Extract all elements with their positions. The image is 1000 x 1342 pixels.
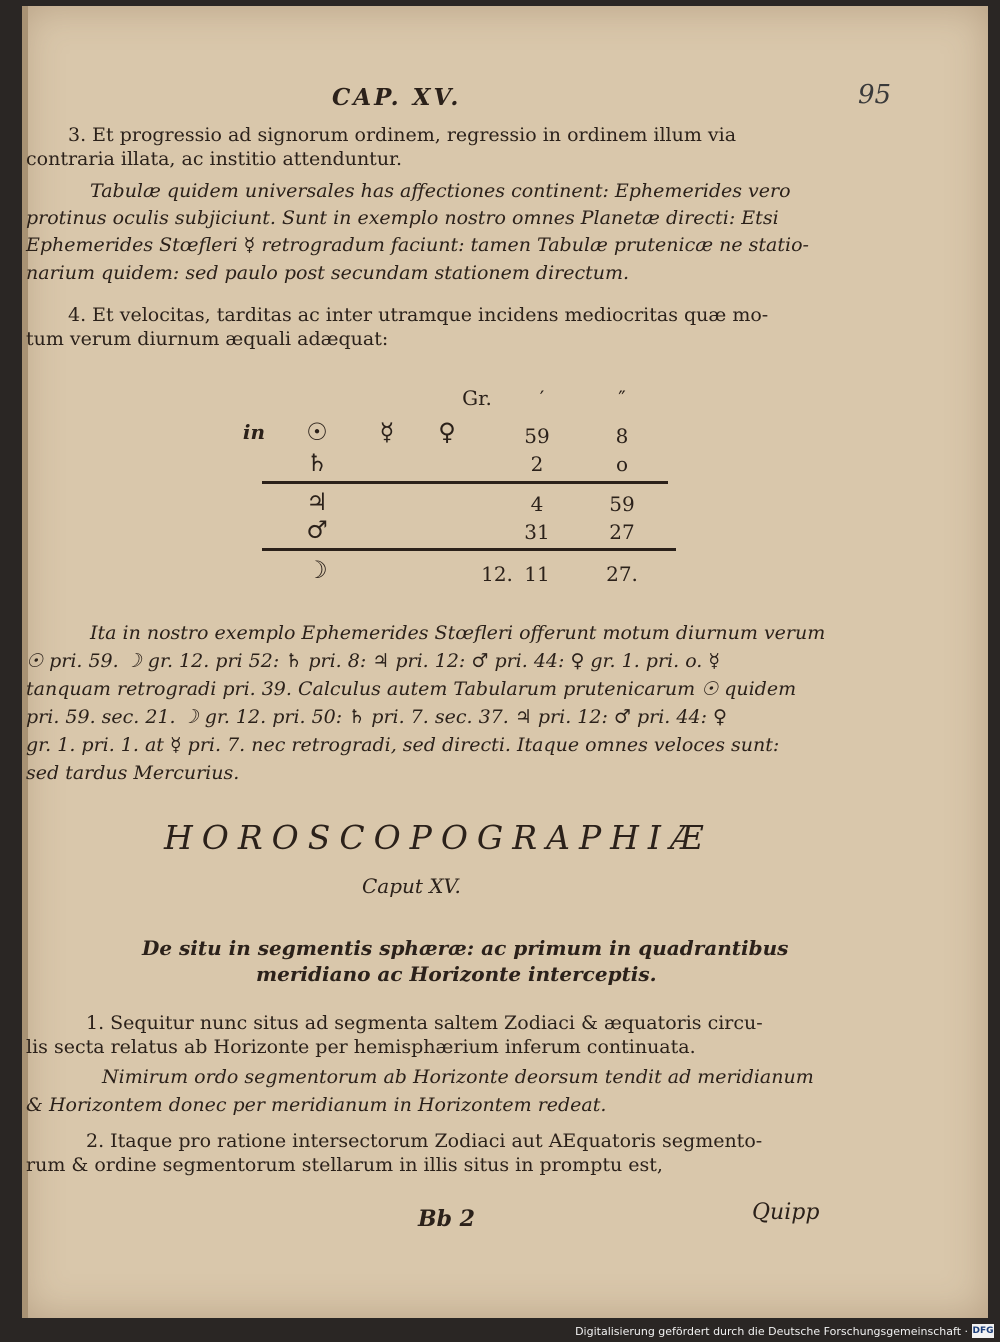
sun-symbol: ☉ bbox=[306, 418, 328, 446]
header-sec: ″ bbox=[618, 386, 626, 410]
venus-symbol: ♀ bbox=[438, 418, 456, 446]
saturn-symbol: ♄ bbox=[306, 449, 328, 477]
row1-min: 2 bbox=[530, 452, 544, 476]
para3-line2: contraria illata, ac institio attenduntur. bbox=[26, 148, 403, 170]
mercury-symbol: ☿ bbox=[379, 418, 395, 446]
row0-sec: 8 bbox=[615, 424, 629, 448]
table-rule-1 bbox=[262, 481, 668, 484]
row4-sec: 27. bbox=[606, 562, 638, 586]
dfg-credit: Digitalisierung gefördert durch die Deutsche Forschungsgemeinschaft · bbox=[575, 1325, 968, 1338]
italic3-line1: Nimirum ordo segmentorum ab Horizonte deorsum tendit ad meridianum bbox=[102, 1066, 814, 1088]
caput-label: Caput XV. bbox=[362, 874, 461, 898]
italic2-line5: gr. 1. pri. 1. at ☿ pri. 7. nec retrogradi, sed directi. Itaque omnes veloces sunt: bbox=[26, 734, 780, 756]
para2-line2: rum & ordine segmentorum stellarum in illis situs in promptu est, bbox=[26, 1154, 663, 1176]
moon-symbol: ☽ bbox=[306, 556, 328, 584]
dfg-logo: DFG bbox=[972, 1326, 994, 1336]
table-rule-2 bbox=[262, 548, 676, 551]
chapter-header: CAP. XV. bbox=[332, 84, 462, 111]
italic2-line6: sed tardus Mercurius. bbox=[26, 762, 240, 784]
book-page bbox=[22, 6, 988, 1318]
italic2-line3: tanquam retrogradi pri. 39. Calculus autem Tabularum prutenicarum ☉ quidem bbox=[26, 678, 797, 700]
section-subtitle-1: De situ in segmentis sphæræ: ac primum in quadrantibus bbox=[142, 936, 789, 960]
para4-line2: tum verum diurnum æquali adæquat: bbox=[26, 328, 389, 350]
para1-line1: 1. Sequitur nunc situs ad segmenta saltem Zodiaci & æquatoris circu- bbox=[86, 1012, 763, 1034]
signature-mark: Bb 2 bbox=[418, 1206, 475, 1232]
para2-line1: 2. Itaque pro ratione intersectorum Zodiaci aut AEquatoris segmento- bbox=[86, 1130, 763, 1152]
header-gr: Gr. bbox=[462, 386, 492, 410]
italic1-line3: Ephemerides Stœfleri ☿ retrogradum faciunt: tamen Tabulæ prutenicæ ne statio- bbox=[26, 234, 809, 256]
italic1-line4: narium quidem: sed paulo post secundam stationem directum. bbox=[26, 262, 630, 284]
italic1-line2: protinus oculis subjiciunt. Sunt in exemplo nostro omnes Planetæ directi: Etsi bbox=[26, 207, 779, 229]
para4-line1: 4. Et velocitas, tarditas ac inter utramque incidens mediocritas quæ mo- bbox=[68, 304, 769, 326]
section-subtitle-2: meridiano ac Horizonte interceptis. bbox=[256, 962, 657, 986]
page-number: 95 bbox=[858, 80, 892, 110]
row3-min: 31 bbox=[524, 520, 550, 544]
row2-sec: 59 bbox=[609, 492, 635, 516]
row2-min: 4 bbox=[530, 492, 544, 516]
row3-sec: 27 bbox=[609, 520, 635, 544]
para1-line2: lis secta relatus ab Horizonte per hemisphærium inferum continuata. bbox=[26, 1036, 696, 1058]
row1-sec: o bbox=[615, 452, 629, 476]
header-min: ′ bbox=[539, 386, 545, 410]
mars-symbol: ♂ bbox=[306, 516, 328, 544]
italic3-line2: & Horizontem donec per meridianum in Horizontem redeat. bbox=[26, 1094, 607, 1116]
row0-min: 59 bbox=[524, 424, 550, 448]
in-label: in bbox=[242, 420, 266, 444]
section-title: HOROSCOPOGRAPHIÆ bbox=[164, 818, 712, 857]
italic2-line1: Ita in nostro exemplo Ephemerides Stœfleri offerunt motum diurnum verum bbox=[90, 622, 826, 644]
catchword: Quipp bbox=[752, 1200, 820, 1225]
italic2-line4: pri. 59. sec. 21. ☽ gr. 12. pri. 50: ♄ pri. 7. sec. 37. ♃ pri. 12: ♂ pri. 44: ♀ bbox=[26, 706, 727, 728]
row4-gr: 12. bbox=[481, 562, 513, 586]
italic1-line1: Tabulæ quidem universales has affectiones continent: Ephemerides vero bbox=[90, 180, 791, 202]
para3-line1: 3. Et progressio ad signorum ordinem, regressio in ordinem illum via bbox=[68, 124, 737, 146]
row4-min: 11 bbox=[524, 562, 550, 586]
jupiter-symbol: ♃ bbox=[306, 488, 328, 516]
italic2-line2: ☉ pri. 59. ☽ gr. 12. pri 52: ♄ pri. 8: ♃ pri. 12: ♂ pri. 44: ♀ gr. 1. pri. o. ☿ bbox=[26, 650, 721, 672]
